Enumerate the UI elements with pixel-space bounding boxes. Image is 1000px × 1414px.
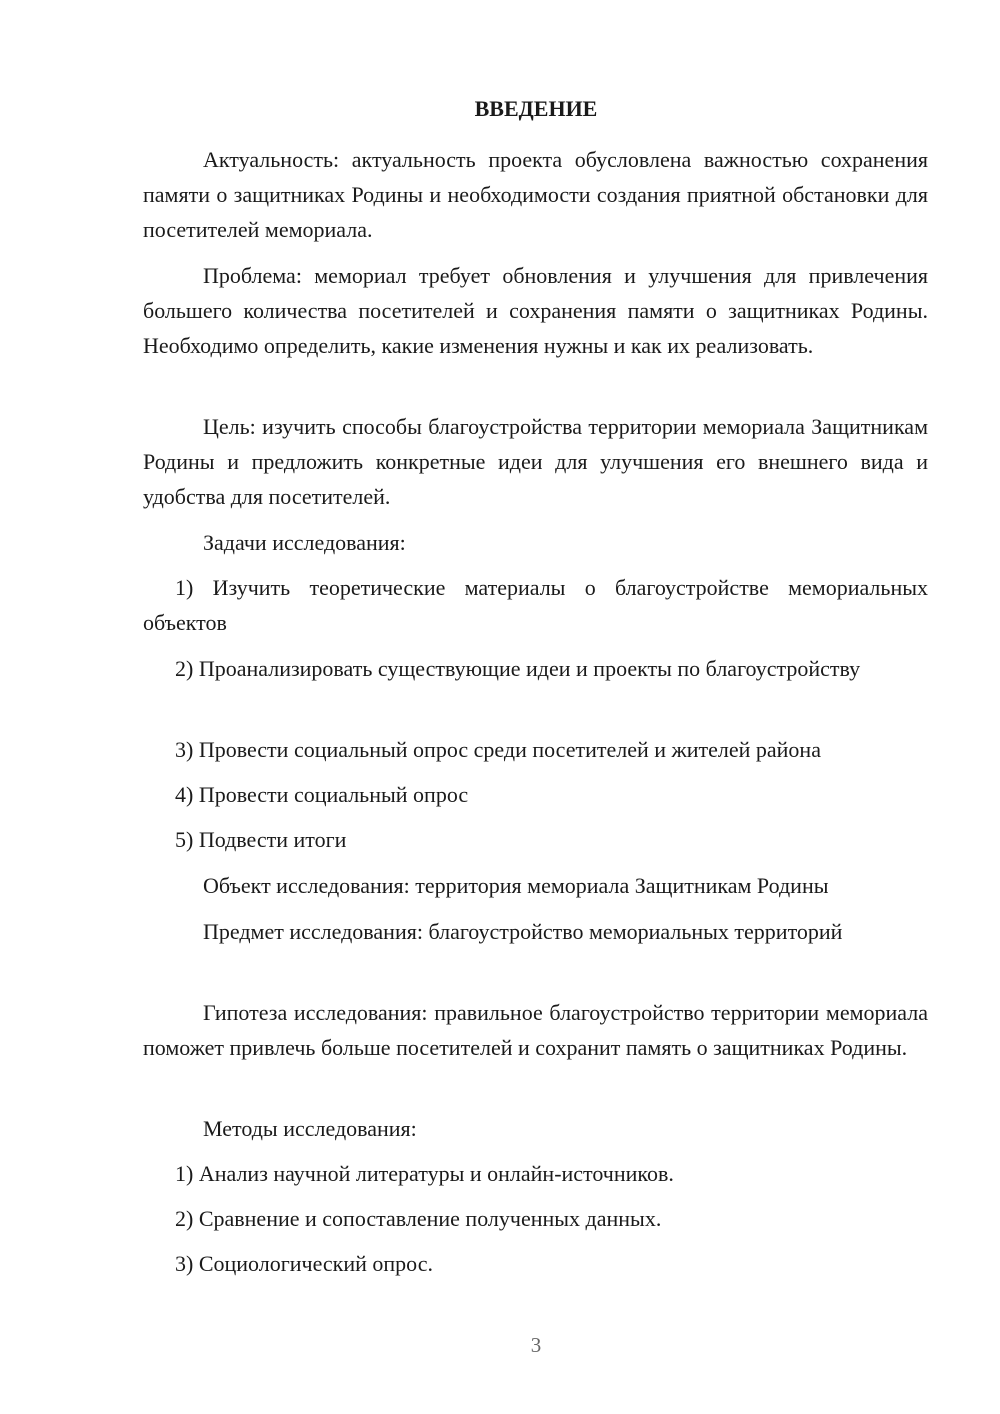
- problem-paragraph: Проблема: мемориал требует обновления и улучшения для привлечения большего количества посетителей и сохранения памяти о защитниках Родины. Необходимо определить, какие изменения нужны и как их реализовать.: [143, 263, 928, 358]
- task-item-1: 1) Изучить теоретические материалы о благоустройстве мемориальных объектов: [143, 575, 928, 635]
- task-item-3: 3) Провести социальный опрос среди посетителей и жителей района: [175, 737, 821, 762]
- method-item-2: 2) Сравнение и сопоставление полученных данных.: [175, 1206, 662, 1231]
- page-title: ВВЕДЕНИЕ: [474, 96, 598, 121]
- hypothesis-paragraph: Гипотеза исследования: правильное благоустройство территории мемориала поможет привлечь больше посетителей и сохранит память о защитниках Родины.: [143, 1000, 928, 1060]
- task-item-4: 4) Провести социальный опрос: [175, 782, 469, 807]
- methods-title: Методы исследования:: [203, 1116, 417, 1141]
- page-number: 3: [530, 1333, 542, 1357]
- tasks-title: Задачи исследования:: [203, 530, 406, 555]
- relevance-paragraph: Актуальность: актуальность проекта обусловлена важностью сохранения памяти о защитниках Родины и необходимости создания приятной обстановки для посетителей мемориала.: [143, 147, 928, 242]
- method-item-3: 3) Социологический опрос.: [175, 1251, 433, 1276]
- subject-paragraph: Предмет исследования: благоустройство мемориальных территорий: [203, 919, 843, 944]
- object-paragraph: Объект исследования: территория мемориала Защитникам Родины: [203, 873, 829, 898]
- method-item-1: 1) Анализ научной литературы и онлайн-источников.: [175, 1161, 674, 1186]
- goal-paragraph: Цель: изучить способы благоустройства территории мемориала Защитникам Родины и предложить конкретные идеи для улучшения его внешнего вида и удобства для посетителей.: [143, 414, 928, 509]
- task-item-2: 2) Проанализировать существующие идеи и проекты по благоустройству: [175, 656, 861, 681]
- task-item-5: 5) Подвести итоги: [175, 827, 347, 852]
